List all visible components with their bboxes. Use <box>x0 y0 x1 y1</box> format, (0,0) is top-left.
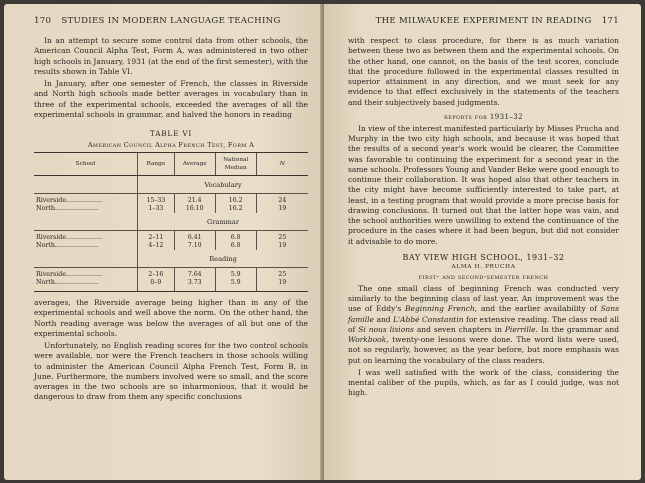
cell-school: Riverside.................. <box>36 271 103 278</box>
cell-average: 21.4 <box>174 194 215 206</box>
cell-range: 2–16 <box>138 268 175 280</box>
cell-median: 6.8 <box>215 231 256 243</box>
paragraph: In an attempt to secure some control data from other schools, the American Council Alpha Test, Form A, was administered in two other high schools in January, 1931 (at the end of the first semester), with the results shown in Table VI. <box>34 36 308 76</box>
left-page <box>4 4 322 480</box>
table-row <box>34 205 308 213</box>
col-header-school: School <box>34 153 138 176</box>
cell-median: 16.2 <box>215 194 256 206</box>
table-row <box>34 194 308 206</box>
paragraph: In view of the interest manifested particularly by Misses Prucha and Murphy in the two city high schools, and because it was hoped that the results of a second year's work would be clearer, the Committee was favorable to continuing the experiment for a second year in the same schools. Professors Young and Vander Beke were good enough to continue their collaboration. It was hoped also that other teachers in the city might have become sufficiently interested to take part, at least, in a testing program that would provide a more precise basis for drawing conclusions. It turned out that the latter hope was vain, and the school authorities were unwilling to extend the continuance of the procedure in the cases where it had been begun, but did not consider it advisable to do more. <box>348 123 619 246</box>
col-header-n: N <box>256 153 308 176</box>
table-section-row <box>34 250 308 268</box>
cell-n: 19 <box>256 279 308 292</box>
cell-range: 4–12 <box>138 242 175 250</box>
cell-average: 7.64 <box>174 268 215 280</box>
table-section-row <box>34 176 308 194</box>
cell-n: 24 <box>256 194 308 206</box>
col-header-range: Range <box>138 153 175 176</box>
cell-average: 7.10 <box>174 242 215 250</box>
section-subheading: reports for 1931–32 <box>444 112 523 121</box>
cell-school: Riverside.................. <box>36 197 103 204</box>
cell-n: 19 <box>256 205 308 213</box>
cell-median: 5.9 <box>215 279 256 292</box>
section-label: Vocabulary <box>138 176 308 194</box>
col-header-median: National Median <box>215 153 256 176</box>
running-head-title: THE MILWAUKEE EXPERIMENT IN READING <box>375 16 592 26</box>
cell-n: 25 <box>256 268 308 280</box>
table-row <box>34 268 308 280</box>
section-subheading: first- and second-semester french <box>418 272 549 281</box>
left-running-head <box>34 16 308 26</box>
section-label: Reading <box>138 250 308 268</box>
section-label: Grammar <box>138 213 308 231</box>
table-row <box>34 231 308 243</box>
cell-school: North...................... <box>36 205 99 212</box>
cell-range: 2–11 <box>138 231 175 243</box>
cell-n: 25 <box>256 231 308 243</box>
table-title: TABLE VI <box>149 129 193 138</box>
running-head-title: STUDIES IN MODERN LANGUAGE TEACHING <box>61 16 281 26</box>
school-heading: BAY VIEW HIGH SCHOOL, 1931–32 <box>402 252 565 262</box>
paragraph: The one small class of beginning French was conducted very similarly to the beginning class of last year. An improvement was the use of Eddy's Beginning French, and the earlier availability of Sans famille and L'Abbé Constantin for extensive reading. The class read all of Si nous lisions and seven chapters in Pierrille. In the grammar and Workbook, twenty-one lessons were done. The word lists were used, not so regularly, however, as the year before, but more emphasis was put on learning the vocabulary of the class readers. <box>348 283 620 365</box>
cell-n: 19 <box>256 242 308 250</box>
right-page <box>324 4 641 480</box>
paragraph: In January, after one semester of French, the classes in Riverside and North high schools made better averages in vocabulary than in three of the experimental schools, exceeded the averages of all the experimental schools in grammar, and halved the honors in reading <box>34 79 308 119</box>
page-number: 170 <box>34 16 52 26</box>
right-running-head <box>348 16 619 26</box>
table-subtitle: American Council Alpha French Test, Form A <box>87 141 255 149</box>
results-table <box>34 152 308 292</box>
col-header-average: Average <box>174 153 215 176</box>
cell-average: 3.73 <box>174 279 215 292</box>
paragraph: averages, the Riverside average being higher than in any of the experimental schools and well above the norm. On the other hand, the North reading average was below the averages of all but one of the experimental schools. <box>34 298 308 338</box>
page-number: 171 <box>601 16 619 26</box>
cell-range: 0–9 <box>138 279 175 292</box>
cell-school: North...................... <box>36 242 99 249</box>
teacher-name: ALMA H. PRUCHA <box>451 263 516 270</box>
paragraph: with respect to class procedure, for there is as much variation between these two as between them and the experimental schools. On the other hand, one cannot, on the basis of the test scores, conclude that the procedure followed in the experimental classes resulted in superior attainment in any direction, and we must seek for any evidence to that effect exclusively in the statements of the teachers and their subjectively based judgments. <box>348 36 619 107</box>
paragraph: Unfortunately, no English reading scores for the two control schools were available, nor were the French teachers in those schools willing to administer the American Council Alpha French Test, Form B, in June. Furthermore, the numbers involved were so small, and the score averages in the two schools are so inharmonious, that it would be dangerous to draw from them any specific conclusions <box>34 341 308 402</box>
cell-average: 16.10 <box>174 205 215 213</box>
table-row <box>34 279 308 292</box>
table-section-row <box>34 213 308 231</box>
cell-school: North...................... <box>34 279 138 292</box>
cell-median: 16.2 <box>215 205 256 213</box>
cell-range: 1–33 <box>138 205 175 213</box>
paragraph: I was well satisfied with the work of the class, considering the mental caliber of the pupils, which, as far as I could judge, was not high. <box>348 367 619 398</box>
cell-school: Riverside.................. <box>36 234 103 241</box>
cell-range: 15–33 <box>138 194 175 206</box>
cell-median: 5.9 <box>215 268 256 280</box>
table-row <box>34 242 308 250</box>
cell-average: 6.41 <box>174 231 215 243</box>
cell-median: 6.8 <box>215 242 256 250</box>
table-header-row <box>34 153 308 176</box>
